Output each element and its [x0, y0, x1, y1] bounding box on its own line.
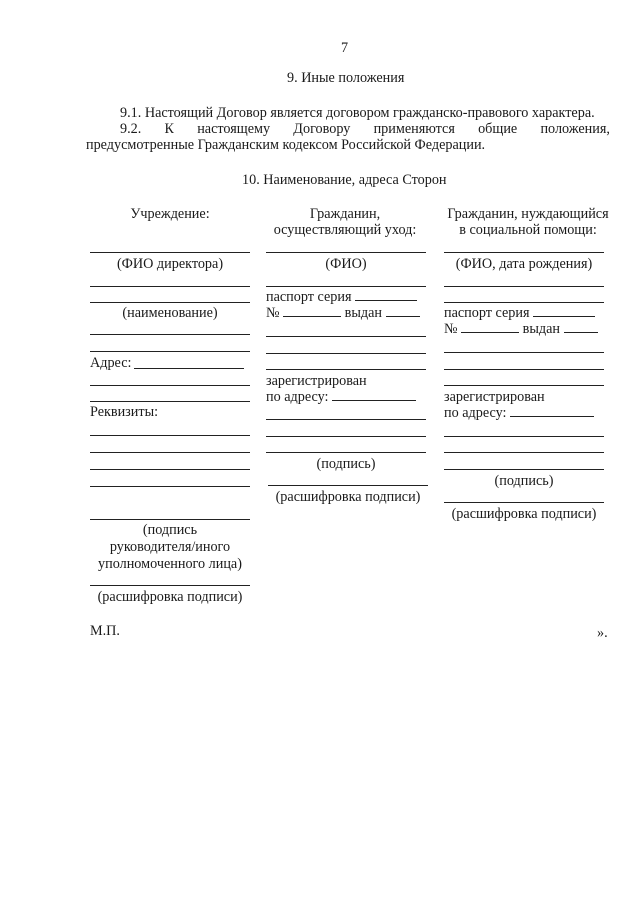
- col1-address-label: Адрес:: [90, 355, 132, 371]
- col2-at-address-label: по адресу:: [266, 389, 329, 405]
- col2-line: [266, 286, 426, 287]
- paragraph-9-2-line-1: [120, 121, 610, 138]
- col3-signature-label: (подпись): [494, 473, 554, 489]
- col3-fio-label: (ФИО, дата рождения): [455, 256, 593, 272]
- col3-line: [444, 286, 604, 287]
- col2-signature-label: (подпись): [316, 456, 376, 472]
- col3-number-sign: №: [444, 321, 458, 337]
- col2-line: [266, 369, 426, 370]
- col2-number-sign: №: [266, 305, 280, 321]
- col1-requisites-line: [90, 469, 250, 470]
- paragraph-9-2-line-2: предусмотренные Гражданским кодексом Российской Федерации.: [86, 137, 486, 153]
- col2-passport-row: [266, 289, 417, 306]
- col1-fio-label: (ФИО директора): [116, 256, 224, 272]
- col2-line: [266, 336, 426, 337]
- p92-word: применяются: [373, 121, 455, 137]
- col3-line: [444, 352, 604, 353]
- col1-fio-line: [90, 252, 250, 253]
- paragraph-9-1: 9.1. Настоящий Договор является договором гражданско-правового характера.: [120, 105, 595, 121]
- col2-issued-label: выдан: [344, 305, 382, 321]
- closing-quote: ».: [597, 625, 608, 641]
- col3-decoding-label: (расшифровка подписи): [451, 506, 597, 522]
- col3-address-row: [444, 405, 594, 422]
- col3-address-blank: [510, 405, 594, 417]
- col1-heading: Учреждение:: [130, 206, 210, 222]
- col2-passport-series-blank: [355, 289, 417, 301]
- col2-passport-label: паспорт серия: [266, 289, 352, 305]
- col3-fio-line: [444, 252, 604, 253]
- col1-name-line-1: [90, 286, 250, 287]
- col3-passport-row: [444, 305, 595, 322]
- col2-fio-line: [266, 252, 426, 253]
- page-number: 7: [341, 40, 349, 56]
- col1-requisites-line: [90, 452, 250, 453]
- col1-signature-line: [90, 519, 250, 520]
- col1-requisites-label: Реквизиты:: [90, 404, 159, 420]
- col3-line: [444, 302, 604, 303]
- col3-line: [444, 369, 604, 370]
- col2-number-blank: [283, 305, 341, 317]
- col3-line: [444, 452, 604, 453]
- p92-word: общие: [478, 121, 518, 137]
- col1-requisites-line: [90, 435, 250, 436]
- col1-decoding-label: (расшифровка подписи): [97, 589, 243, 605]
- col2-line: [266, 436, 426, 437]
- col3-registered-label: зарегистрирован: [444, 389, 545, 405]
- col1-line: [90, 334, 250, 335]
- col2-issued-blank: [386, 305, 420, 317]
- col2-address-row: [266, 389, 416, 406]
- col2-heading-2: осуществляющий уход:: [273, 222, 417, 238]
- p92-word: 9.2.: [120, 121, 142, 137]
- col1-address-line-1: [134, 368, 244, 369]
- col1-name-label: (наименование): [122, 305, 218, 321]
- col2-decoding-label: (расшифровка подписи): [275, 489, 421, 505]
- col2-number-row: [266, 305, 420, 322]
- section-10-title: 10. Наименование, адреса Сторон: [242, 172, 447, 188]
- col1-line: [90, 351, 250, 352]
- col3-line: [444, 436, 604, 437]
- col3-number-row: [444, 321, 598, 338]
- col3-decoding-line: [444, 502, 604, 503]
- col3-issued-blank: [564, 321, 598, 333]
- col1-address-line-2: [90, 385, 250, 386]
- col2-heading-1: Гражданин,: [309, 206, 381, 222]
- col3-number-blank: [461, 321, 519, 333]
- col3-line: [444, 469, 604, 470]
- col3-line: [444, 385, 604, 386]
- col2-decoding-line: [268, 485, 428, 486]
- p92-word: К: [164, 121, 174, 137]
- col1-requisites-line: [90, 486, 250, 487]
- col2-line: [266, 419, 426, 420]
- col2-line: [266, 452, 426, 453]
- p92-word: настоящему: [197, 121, 271, 137]
- col1-signature-label-3: уполномоченного лица): [98, 556, 242, 572]
- col1-address-line-3: [90, 401, 250, 402]
- col1-signature-label-1: (подпись: [142, 522, 198, 538]
- p92-word: Договору: [293, 121, 351, 137]
- col2-fio-label: (ФИО): [325, 256, 367, 272]
- section-9-title: 9. Иные положения: [287, 70, 405, 86]
- col3-passport-series-blank: [533, 305, 595, 317]
- col1-name-line-2: [90, 302, 250, 303]
- col3-at-address-label: по адресу:: [444, 405, 507, 421]
- col3-issued-label: выдан: [522, 321, 560, 337]
- col3-heading-1: Гражданин, нуждающийся: [447, 206, 609, 222]
- col2-address-blank: [332, 389, 416, 401]
- col2-registered-label: зарегистрирован: [266, 373, 367, 389]
- p92-word: положения,: [540, 121, 610, 137]
- col3-passport-label: паспорт серия: [444, 305, 530, 321]
- col1-decoding-line: [90, 585, 250, 586]
- col2-line: [266, 353, 426, 354]
- col1-signature-label-2: руководителя/иного: [109, 539, 231, 555]
- stamp-place-label: М.П.: [90, 623, 120, 639]
- col3-heading-2: в социальной помощи:: [459, 222, 597, 238]
